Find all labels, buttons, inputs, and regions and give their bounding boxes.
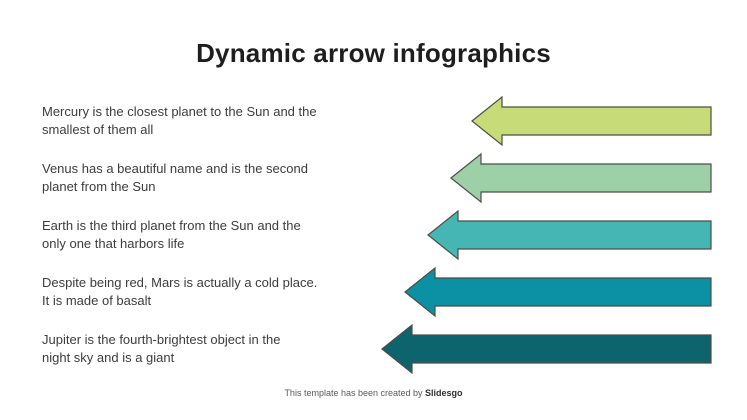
description-line: Earth is the third planet from the Sun and the [42, 218, 301, 233]
description-line: It is made of basalt [42, 293, 152, 308]
description-line: only one that harbors life [42, 236, 185, 251]
slide-title: Dynamic arrow infographics [196, 38, 551, 68]
description-line: Jupiter is the fourth-brightest object in the [42, 332, 281, 347]
description-line: Venus has a beautiful name and is the second [42, 161, 308, 176]
left-arrow-earth [428, 211, 711, 259]
footer-brand: Slidesgo [425, 388, 463, 398]
description-line: Despite being red, Mars is actually a cold place. [42, 275, 318, 290]
left-arrow-jupiter [382, 325, 711, 373]
description-line: smallest of them all [42, 122, 154, 137]
description-line: Mercury is the closest planet to the Sun and the [42, 104, 317, 119]
left-arrow-venus [451, 154, 711, 202]
description-line: planet from the Sun [42, 179, 156, 194]
left-arrow-mars [405, 268, 711, 316]
footer-credit [0, 388, 747, 398]
footer-text: This template has been created by [284, 388, 426, 398]
description-line: night sky and is a giant [42, 350, 175, 365]
left-arrow-mercury [472, 97, 711, 145]
